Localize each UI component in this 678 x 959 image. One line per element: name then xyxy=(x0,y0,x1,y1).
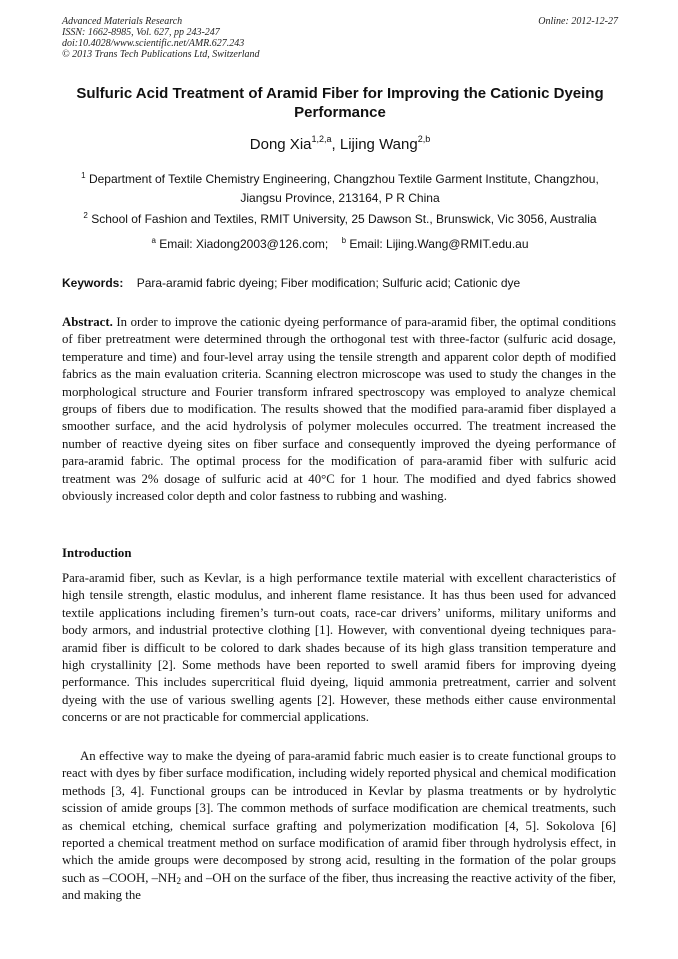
keywords xyxy=(62,274,618,292)
abstract xyxy=(62,314,616,505)
doi-line: doi:10.4028/www.scientific.net/AMR.627.243 xyxy=(62,38,245,49)
email-mark: a xyxy=(151,236,156,245)
paragraph-text: and –OH on the surface of the fiber, thus increasing the reactive activity of the fiber, and making the xyxy=(62,870,616,903)
author-name: Lijing Wang xyxy=(339,136,418,153)
author-name: Dong Xia xyxy=(249,136,312,153)
issn-line: ISSN: 1662-8985, Vol. 627, pp 243-247 xyxy=(62,27,220,38)
author-list xyxy=(62,135,618,155)
affiliation-number: 1 xyxy=(81,171,86,180)
author-affiliation-marks: 1,2,a xyxy=(311,134,332,144)
copyright-line: © 2013 Trans Tech Publications Ltd, Switzerland xyxy=(62,49,260,60)
keywords-label: Keywords: xyxy=(62,276,124,290)
paper-title: Sulfuric Acid Treatment of Aramid Fiber for Improving the Cationic Dyeing Performance xyxy=(76,85,604,121)
journal-header xyxy=(62,16,618,60)
introduction-paragraph-2 xyxy=(62,748,616,905)
affiliation-2 xyxy=(62,210,618,229)
author-affiliation-marks: 2,b xyxy=(417,134,431,144)
affiliation-text: Department of Textile Chemistry Engineering, Changzhou Textile Garment Institute, Changzhou, Jiangsu Province, 213164, P R China xyxy=(88,172,599,205)
abstract-label: Abstract. xyxy=(62,315,113,329)
online-date: Online: 2012-12-27 xyxy=(538,16,618,27)
journal-name: Advanced Materials Research xyxy=(62,16,183,27)
email-line xyxy=(62,235,618,254)
email-link[interactable]: Email: Lijing.Wang@RMIT.edu.au xyxy=(349,237,529,251)
author-separator: , xyxy=(331,136,340,153)
email-link[interactable]: Email: Xiadong2003@126.com; xyxy=(159,237,329,251)
affiliation-1 xyxy=(62,170,618,208)
affiliation-number: 2 xyxy=(83,211,88,220)
subscript: 2 xyxy=(176,875,182,886)
section-heading-introduction: Introduction xyxy=(62,546,132,560)
keywords-text: Para-aramid fabric dyeing; Fiber modification; Sulfuric acid; Cationic dye xyxy=(136,276,521,290)
paragraph-text: An effective way to make the dyeing of para-aramid fabric much easier is to create functional groups to react with dyes by fiber surface modification, including widely reported physical and chemical modification methods [3, 4]. Functional groups can be introduced in Kevlar by plasma treatments or by hydrolytic scission of amide groups [3]. The common methods of surface modification are chemical treatments, such as chemical etching, chemical surface grafting and polymerization modification [4, 5]. Sokolova [6] reported a chemical treatment method on surface modification of aramid fiber through hydrolysis effect, in which the amide groups were decomposed by strong acid, resulting in the formation of the polar groups such as –COOH, –NH xyxy=(62,749,616,885)
email-mark: b xyxy=(341,236,347,245)
abstract-text: In order to improve the cationic dyeing performance of para-aramid fiber, the optimal conditions of fiber pretreatment were determined through the orthogonal test with three-factor (sulfuric acid dosage, temperature and time) and four-level array using the tensile strength and apparent color depth of modified fabrics as the main evaluation criteria. Scanning electron microscope was used to study the changes in the morphological structure and Fourier transform infrared spectroscopy was employed to analyze chemical groups of fibers due to modification. The results showed that the modified para-aramid fiber displayed a smoother surface, and the acid hydrolysis of polymer molecules occurred. The treatment increased the number of reactive dyeing sites on fiber surface and consequently improved the dyeing performance of para-aramid fabric. The optimal process for the modification of para-aramid fiber with sulfuric acid treatment was 2% dosage of sulfuric acid at 40°C for 1 hour. The modified and dyed fabrics showed obviously increased color depth and color fastness to rubbing and washing. xyxy=(62,315,616,504)
introduction-paragraph-1: Para-aramid fiber, such as Kevlar, is a high performance textile material with excellent characteristics of high tensile strength, elastic modulus, and inherent flame resistance. It has thus been used for advanced textile applications including firemen’s turn-out coats, race-car drivers’ uniforms, military uniforms and body armors, and industrial protective clothing [1]. However, with conventional dyeing techniques para-aramid fiber is difficult to be colored to dark shades because of its high glass transition temperature and high crystallinity [2]. Some methods have been reported to swell aramid fibers for improving dyeing performance. This includes supercritical fluid dyeing, liquid ammonia pretreatment, carrier and solvent dyeing with the use of various swelling agents [2]. However, these methods either cause environmental concerns or are not practicable for commercial applications. xyxy=(62,571,616,725)
affiliation-text: School of Fashion and Textiles, RMIT University, 25 Dawson St., Brunswick, Vic 3056, Australia xyxy=(91,212,597,226)
